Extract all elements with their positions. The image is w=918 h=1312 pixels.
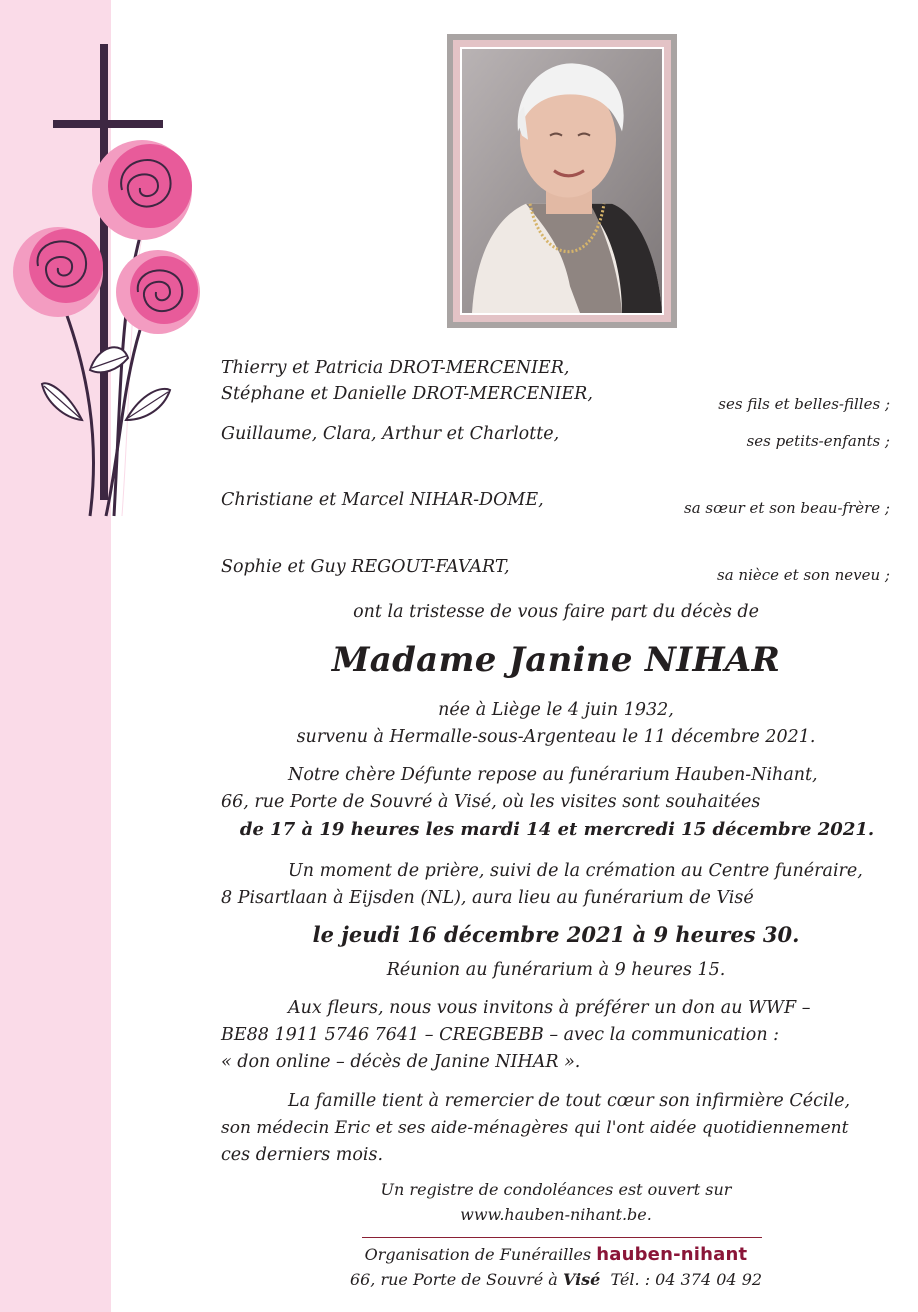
family-line-3: Guillaume, Clara, Arthur et Charlotte, xyxy=(221,424,560,444)
relation-grandchildren: ses petits-enfants ; xyxy=(746,432,890,450)
portrait-photo xyxy=(460,47,664,315)
portrait-frame xyxy=(447,34,677,328)
relation-sister: sa sœur et son beau-frère ; xyxy=(684,499,890,517)
thanks-paragraph xyxy=(221,1088,893,1169)
footer-phone: Tél. : 04 374 04 92 xyxy=(610,1270,763,1289)
ceremony-meeting: Réunion au funérarium à 9 heures 15. xyxy=(386,960,726,980)
registry-line: Un registre de condoléances est ouvert sur xyxy=(380,1180,732,1199)
relation-sons: ses fils et belles-filles ; xyxy=(718,395,890,413)
announcement: ont la tristesse de vous faire part du décès de xyxy=(353,602,759,622)
footer-address-prefix: 66, rue Porte de Souvré à xyxy=(349,1270,558,1289)
brand-logo: hauben-nihant xyxy=(596,1244,748,1265)
visit-line-2: 66, rue Porte de Souvré à Visé, où les visites sont souhaitées xyxy=(221,792,761,812)
ceremony-line-2: 8 Pisartlaan à Eijsden (NL), aura lieu au funérarium de Visé xyxy=(221,888,754,908)
footer-address xyxy=(221,1270,891,1289)
thanks-line-2: son médecin Eric et ses aide-ménagères qui l'ont aidée quotidiennement xyxy=(221,1118,849,1138)
footer-organisation xyxy=(221,1244,891,1265)
family-line-5: Sophie et Guy REGOUT-FAVART, xyxy=(221,557,510,577)
visit-paragraph xyxy=(221,762,893,843)
ceremony-date: le jeudi 16 décembre 2021 à 9 heures 30. xyxy=(312,922,800,947)
relation-niece: sa nièce et son neveu ; xyxy=(717,566,890,584)
cross-with-roses-icon xyxy=(10,40,210,530)
donation-line-3: « don online – décès de Janine NIHAR ». xyxy=(221,1052,581,1072)
thanks-line-1: La famille tient à remercier de tout cœur son infirmière Cécile, xyxy=(288,1091,851,1111)
ceremony-line-1: Un moment de prière, suivi de la crémation au Centre funéraire, xyxy=(288,861,863,881)
deceased-name: Madame Janine NIHAR xyxy=(331,640,781,680)
footer-org-prefix: Organisation de Funérailles xyxy=(364,1245,592,1264)
death-line: survenu à Hermalle-sous-Argenteau le 11 décembre 2021. xyxy=(296,727,816,747)
family-line-2: Stéphane et Danielle DROT-MERCENIER, xyxy=(221,384,593,404)
ceremony-paragraph xyxy=(221,858,893,912)
donation-line-1: Aux fleurs, nous vous invitons à préférer un don au WWF – xyxy=(288,998,811,1018)
family-line-1: Thierry et Patricia DROT-MERCENIER, xyxy=(221,358,570,378)
footer-divider xyxy=(362,1237,762,1238)
thanks-line-3: ces derniers mois. xyxy=(221,1145,384,1165)
visit-line-1: Notre chère Défunte repose au funérarium Hauben-Nihant, xyxy=(288,765,818,785)
portrait-mat xyxy=(453,40,671,322)
footer-city: Visé xyxy=(562,1270,601,1289)
family-line-4: Christiane et Marcel NIHAR-DOME, xyxy=(221,490,544,510)
birth-line: née à Liège le 4 juin 1932, xyxy=(438,700,674,720)
registry-url[interactable]: www.hauben-nihant.be. xyxy=(460,1205,652,1224)
visit-hours: de 17 à 19 heures les mardi 14 et mercredi 15 décembre 2021. xyxy=(239,819,875,840)
donation-paragraph xyxy=(221,995,893,1076)
donation-line-2: BE88 1911 5746 7641 – CREGBEBB – avec la communication : xyxy=(221,1025,780,1045)
